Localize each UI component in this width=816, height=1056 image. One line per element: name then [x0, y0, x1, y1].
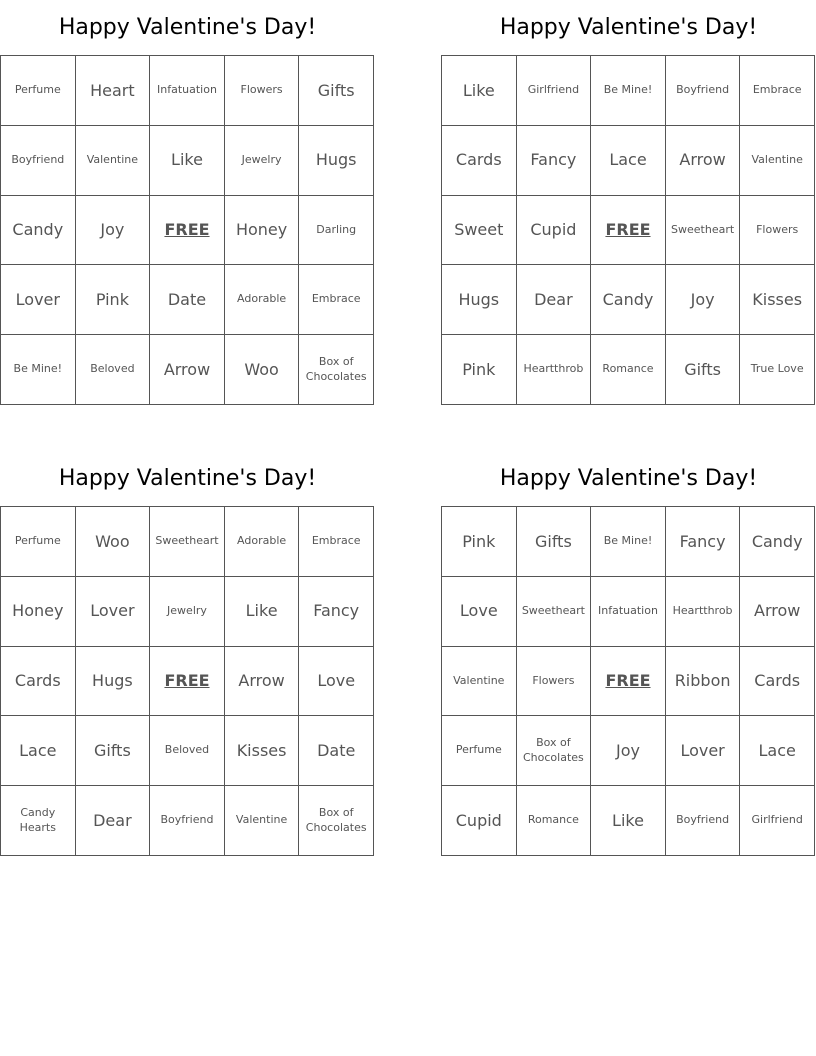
bingo-cell: Valentine [76, 126, 151, 196]
bingo-cell: Gifts [76, 716, 151, 786]
bingo-cell: Girlfriend [517, 56, 592, 126]
bingo-cell: Pink [76, 265, 151, 335]
bingo-cell: Lace [591, 126, 666, 196]
bingo-grid [441, 506, 815, 856]
bingo-cell: Valentine [442, 647, 517, 717]
card-title: Happy Valentine's Day! [58, 466, 317, 491]
card-title: Happy Valentine's Day! [58, 15, 317, 40]
bingo-cell: Heartthrob [666, 577, 741, 647]
bingo-cell: Kisses [740, 265, 815, 335]
bingo-cell: Candy Hearts [1, 786, 76, 856]
bingo-cell: Joy [76, 196, 151, 266]
bingo-cell: Arrow [666, 126, 741, 196]
bingo-cell: Jewelry [225, 126, 300, 196]
bingo-cell: Flowers [517, 647, 592, 717]
bingo-cell: Kisses [225, 716, 300, 786]
bingo-cell: Cards [740, 647, 815, 717]
free-space: FREE [150, 196, 225, 266]
bingo-cell: Box of Chocolates [299, 335, 374, 405]
bingo-cell: Jewelry [150, 577, 225, 647]
bingo-cell: Cards [1, 647, 76, 717]
bingo-cell: Lover [1, 265, 76, 335]
card-title: Happy Valentine's Day! [499, 466, 758, 491]
bingo-cell: Gifts [666, 335, 741, 405]
bingo-grid [0, 506, 374, 856]
bingo-cell: Candy [1, 196, 76, 266]
bingo-cell: Fancy [666, 507, 741, 577]
bingo-cell: Beloved [76, 335, 151, 405]
bingo-cell: Woo [225, 335, 300, 405]
bingo-cell: Girlfriend [740, 786, 815, 856]
bingo-cell: Love [299, 647, 374, 717]
bingo-cell: Candy [740, 507, 815, 577]
bingo-cell: Perfume [442, 716, 517, 786]
bingo-cell: Boyfriend [666, 56, 741, 126]
bingo-cell: Be Mine! [1, 335, 76, 405]
bingo-cell: Hugs [442, 265, 517, 335]
bingo-cell: Gifts [517, 507, 592, 577]
bingo-cell: Be Mine! [591, 507, 666, 577]
bingo-cell: Ribbon [666, 647, 741, 717]
bingo-cell: Lace [1, 716, 76, 786]
bingo-cell: Adorable [225, 265, 300, 335]
bingo-cell: Box of Chocolates [299, 786, 374, 856]
bingo-cell: Lover [666, 716, 741, 786]
bingo-cell: Lover [76, 577, 151, 647]
bingo-cell: Hugs [76, 647, 151, 717]
free-space: FREE [150, 647, 225, 717]
bingo-cell: Romance [517, 786, 592, 856]
bingo-cell: Adorable [225, 507, 300, 577]
bingo-cell: Honey [1, 577, 76, 647]
bingo-grid [441, 55, 815, 405]
bingo-cell: Arrow [740, 577, 815, 647]
bingo-cell: Embrace [299, 265, 374, 335]
bingo-cell: Dear [517, 265, 592, 335]
bingo-cell: Valentine [225, 786, 300, 856]
bingo-cell: Arrow [225, 647, 300, 717]
bingo-cell: Infatuation [150, 56, 225, 126]
bingo-cell: Heartthrob [517, 335, 592, 405]
bingo-cell: Infatuation [591, 577, 666, 647]
bingo-cell: Heart [76, 56, 151, 126]
bingo-cell: Sweetheart [517, 577, 592, 647]
bingo-cell: Box of Chocolates [517, 716, 592, 786]
bingo-cell: Sweetheart [150, 507, 225, 577]
bingo-cell: Date [299, 716, 374, 786]
free-space: FREE [591, 196, 666, 266]
card-title: Happy Valentine's Day! [499, 15, 758, 40]
bingo-cell: Boyfriend [1, 126, 76, 196]
bingo-cell: Gifts [299, 56, 374, 126]
bingo-cell: Embrace [299, 507, 374, 577]
bingo-cell: Perfume [1, 507, 76, 577]
bingo-cell: Like [225, 577, 300, 647]
bingo-cell: Candy [591, 265, 666, 335]
bingo-cell: Dear [76, 786, 151, 856]
bingo-cell: Love [442, 577, 517, 647]
free-space: FREE [591, 647, 666, 717]
bingo-cell: Boyfriend [150, 786, 225, 856]
bingo-cell: Like [442, 56, 517, 126]
bingo-cell: Embrace [740, 56, 815, 126]
bingo-cell: Sweetheart [666, 196, 741, 266]
bingo-cell: Fancy [517, 126, 592, 196]
bingo-cell: Perfume [1, 56, 76, 126]
bingo-cell: Like [591, 786, 666, 856]
bingo-cell: Boyfriend [666, 786, 741, 856]
bingo-cell: Romance [591, 335, 666, 405]
bingo-cell: Woo [76, 507, 151, 577]
bingo-cell: Cupid [442, 786, 517, 856]
bingo-cell: Cupid [517, 196, 592, 266]
bingo-cell: Cards [442, 126, 517, 196]
bingo-cell: Pink [442, 335, 517, 405]
bingo-cell: Valentine [740, 126, 815, 196]
bingo-cell: Joy [591, 716, 666, 786]
bingo-cell: Arrow [150, 335, 225, 405]
bingo-cell: Pink [442, 507, 517, 577]
bingo-cell: Flowers [225, 56, 300, 126]
bingo-cell: Lace [740, 716, 815, 786]
bingo-cell: Honey [225, 196, 300, 266]
bingo-cell: Like [150, 126, 225, 196]
bingo-cell: Hugs [299, 126, 374, 196]
bingo-cell: Darling [299, 196, 374, 266]
bingo-cell: Be Mine! [591, 56, 666, 126]
bingo-cell: Beloved [150, 716, 225, 786]
bingo-cell: True Love [740, 335, 815, 405]
bingo-cell: Fancy [299, 577, 374, 647]
bingo-cell: Flowers [740, 196, 815, 266]
bingo-grid [0, 55, 374, 405]
bingo-cell: Joy [666, 265, 741, 335]
bingo-cell: Sweet [442, 196, 517, 266]
bingo-cell: Date [150, 265, 225, 335]
